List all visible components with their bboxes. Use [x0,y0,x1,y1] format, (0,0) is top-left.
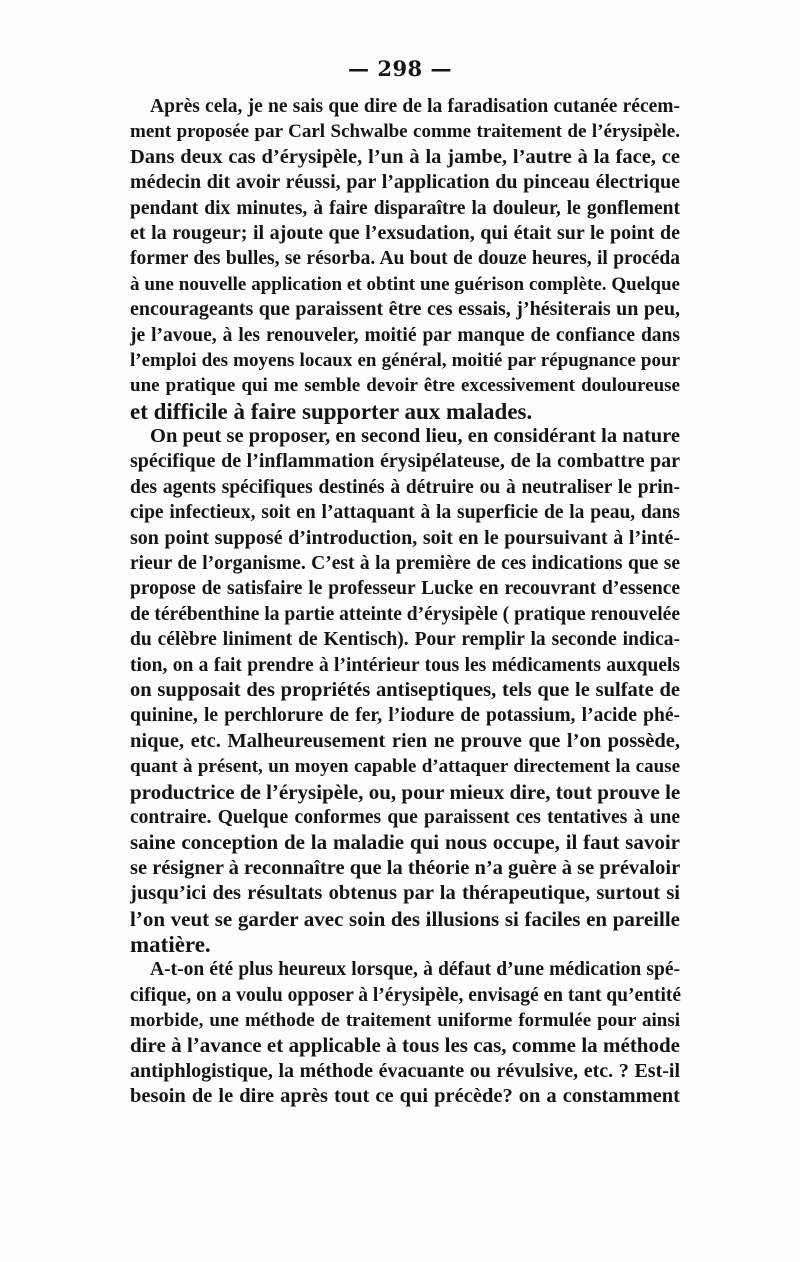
text-line: propose de satisfaire le professeur Lucke en recouvrant d’essence [130,578,680,600]
text-line: Après cela, je ne sais que dire de la faradisation cutanée récem- [150,96,680,117]
paragraph-1 [130,94,680,424]
text-line: du célèbre liniment de Kentisch). Pour remplir la seconde indica- [130,629,680,651]
text-line: dire à l’avance et applicable à tous les cas, comme la méthode [130,1033,680,1058]
text-line: l’on veut se garder avec soin des illusions si faciles en pareille [130,906,680,931]
text-line: des agents spécifiques destinés à détruire ou à neutraliser le prin- [130,476,680,498]
body-text [130,94,680,1110]
text-line: quant à présent, un moyen capable d’attaquer directement la cause [130,756,680,778]
text-line: spécifique de l’inflammation érysipélateuse, de la combattre par [130,450,680,473]
text-line: nique, etc. Malheureusement rien ne prouve que l’on possède, [130,729,680,752]
paragraph-2 [130,424,680,957]
text-line: pendant dix minutes, à faire disparaître la douleur, le gonflement [130,197,680,219]
text-line: saine conception de la maladie qui nous occupe, il faut savoir [130,830,680,855]
text-line: On peut se proposer, en second lieu, en considérant la nature [150,425,680,448]
text-line: je l’avoue, à les renouveler, moitié par manque de confiance dans [130,324,680,346]
text-line: former des bulles, se résorba. Au bout de douze heures, il procéda [130,248,680,270]
text-line: matière. [130,931,211,957]
text-line: encourageants que paraissent être ces essais, j’hésiterais un peu, [130,298,680,321]
text-line: ment proposée par Carl Schwalbe comme traitement de l’érysipèle. [130,121,680,143]
page-number: — 298 — [348,56,452,81]
text-line: rieur de l’organisme. C’est à la première de ces indications que se [130,553,680,575]
text-line: jusqu’ici des résultats obtenus par la thérapeutique, surtout si [130,882,680,905]
text-line: et la rougeur; il ajoute que l’exsudation, qui était sur le point de [130,221,680,244]
text-line: son point supposé d’introduction, soit en le poursuivant à l’inté- [130,526,680,549]
text-line: besoin de le dire après tout ce qui précède? on a constamment [130,1085,680,1108]
text-line: morbide, une méthode de traitement uniforme formulée pour ainsi [130,1010,680,1032]
text-line: on supposait des propriétés antiseptiques, tels que le sulfate de [130,678,680,701]
text-line: antiphlogistique, la méthode évacuante ou révulsive, etc. ? Est-il [130,1059,680,1082]
paragraph-3 [130,957,680,1109]
text-line: Dans deux cas d’érysipèle, l’un à la jambe, l’autre à la face, ce [130,145,680,168]
text-line: cipe infectieux, soit en l’attaquant à la superficie de la peau, dans [130,502,680,524]
text-line: et difficile à faire supporter aux malades. [130,398,533,424]
text-line: médecin dit avoir réussi, par l’application du pinceau électrique [130,171,680,194]
text-line: se résigner à reconnaître que la théorie n’a guère à se prévaloir [130,856,681,879]
text-line: A-t-on été plus heureux lorsque, à défaut d’une médication spé- [150,959,680,981]
text-line: une pratique qui me semble devoir être excessivement douloureuse [130,375,680,397]
text-line: à une nouvelle application et obtint une guérison complète. Quelque [130,273,680,295]
text-line: tion, on a fait prendre à l’intérieur tous les médicaments auxquels [130,654,680,676]
text-line: de térébenthine la partie atteinte d’érysipèle ( pratique renouvelée [130,603,680,625]
text-line: cifique, on a voulu opposer à l’érysipèle, envisagé en tant qu’entité [130,984,682,1006]
text-line: quinine, le perchlorure de fer, l’iodure de potassium, l’acide phé- [130,705,680,727]
text-line: l’emploi des moyens locaux en général, moitié par répugnance pour [130,349,680,371]
text-line: contraire. Quelque conformes que paraissent ces tentatives à une [130,806,680,828]
text-line: productrice de l’érysipèle, ou, pour mieux dire, tout prouve le [130,779,681,804]
